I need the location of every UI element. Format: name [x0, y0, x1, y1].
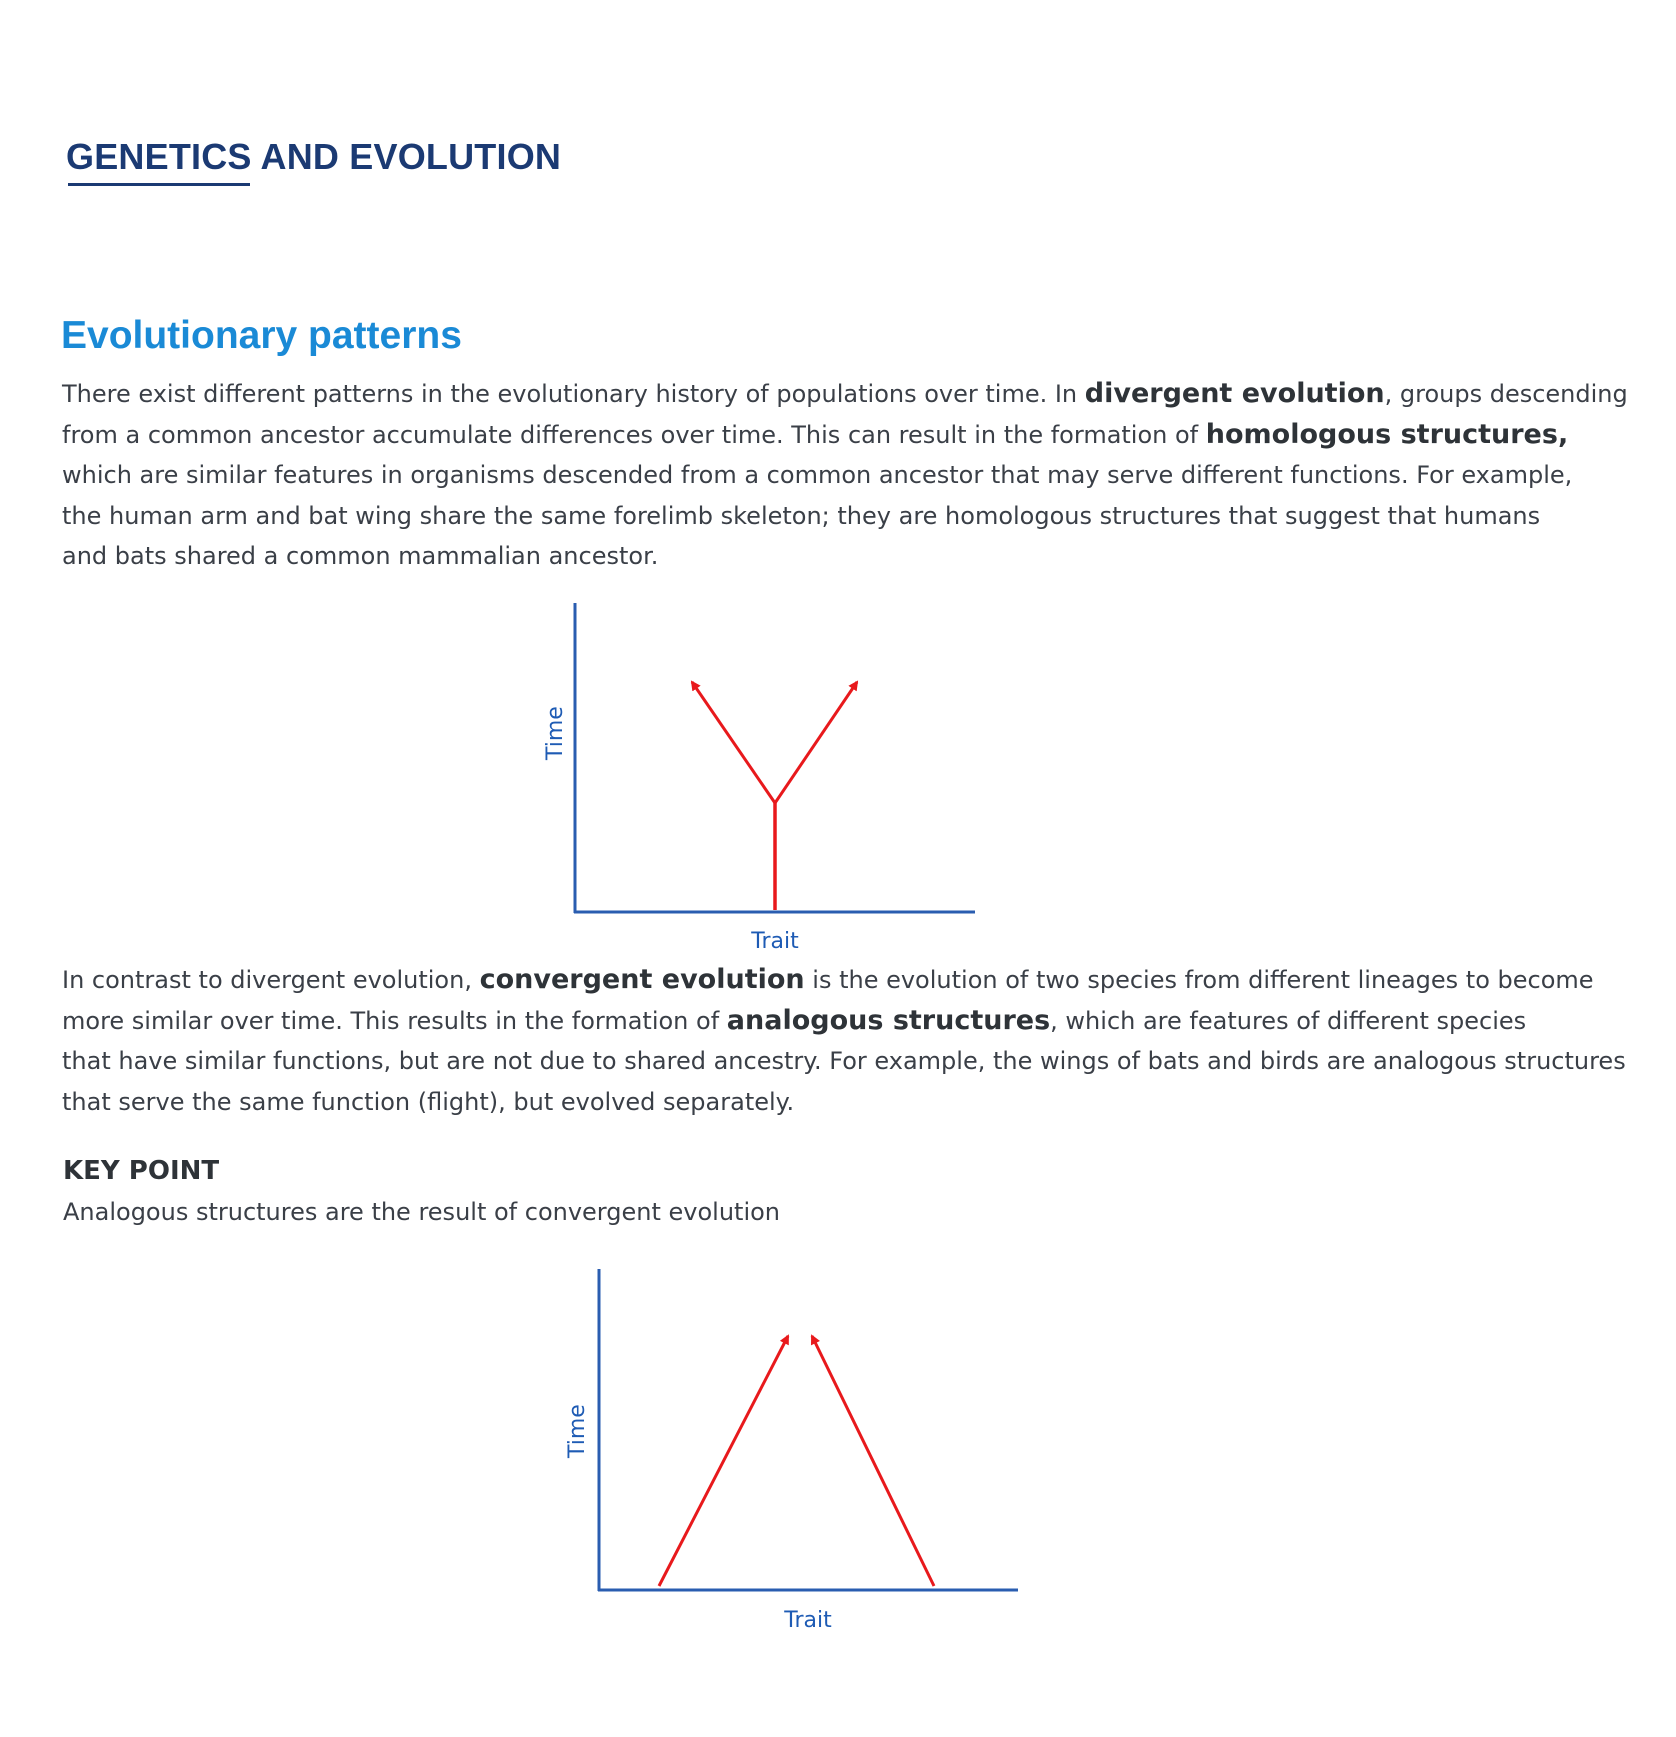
- paragraph-line: [62, 415, 1622, 456]
- left-branch-arrow: [692, 682, 775, 803]
- key-point-label: KEY POINT: [63, 1156, 220, 1186]
- left-lineage-arrow: [659, 1336, 788, 1586]
- paragraph-line: that serve the same function (flight), but evolved separately.: [62, 1087, 795, 1116]
- paragraph-line: the human arm and bat wing share the same forelimb skeleton; they are homologous structures that suggest that humans: [62, 501, 1541, 530]
- text-run: is the evolution of two species from different lineages to become: [804, 966, 1594, 994]
- paragraph-divergent: [62, 374, 1628, 577]
- x-axis-label: Trait: [784, 1608, 832, 1633]
- page-title: GENETICS AND EVOLUTION: [66, 136, 562, 177]
- text-run: In contrast to divergent evolution,: [62, 966, 480, 994]
- text-run: , which are features of different species: [1050, 1006, 1527, 1035]
- paragraph-line: and bats shared a common mammalian ancestor.: [62, 542, 659, 570]
- section-heading: Evolutionary patterns: [61, 314, 462, 357]
- paragraph-line: [62, 374, 1628, 415]
- text-run: from a common ancestor accumulate differences over time. This can result in the formation of: [62, 420, 1206, 449]
- key-point-text: Analogous structures are the result of convergent evolution: [63, 1198, 780, 1226]
- term-divergent-evolution: divergent evolution: [1084, 378, 1385, 409]
- x-axis-label: Trait: [751, 929, 799, 954]
- term-homologous-structures: homologous structures,: [1205, 418, 1569, 450]
- text-run: , groups descending: [1384, 380, 1628, 408]
- right-branch-arrow: [775, 682, 857, 803]
- term-analogous-structures: analogous structures: [726, 1004, 1051, 1036]
- term-convergent-evolution: convergent evolution: [479, 964, 805, 995]
- title-underline: [68, 183, 250, 186]
- text-run: more similar over time. This results in the formation of: [62, 1006, 727, 1035]
- paragraph-line: [62, 960, 1622, 1001]
- y-axis-label: Time: [565, 1404, 590, 1458]
- paragraph-line: which are similar features in organisms descended from a common ancestor that may serve different functions. For example,: [62, 461, 1573, 489]
- text-run: There exist different patterns in the evolutionary history of populations over time. In: [62, 380, 1085, 408]
- right-lineage-arrow: [812, 1336, 934, 1586]
- paragraph-line: that have similar functions, but are not due to shared ancestry. For example, the wings of bats and birds are analogous structures: [62, 1047, 1626, 1075]
- paragraph-convergent: [62, 960, 1626, 1122]
- y-axis-label: Time: [543, 706, 568, 760]
- paragraph-line: [62, 1001, 1622, 1042]
